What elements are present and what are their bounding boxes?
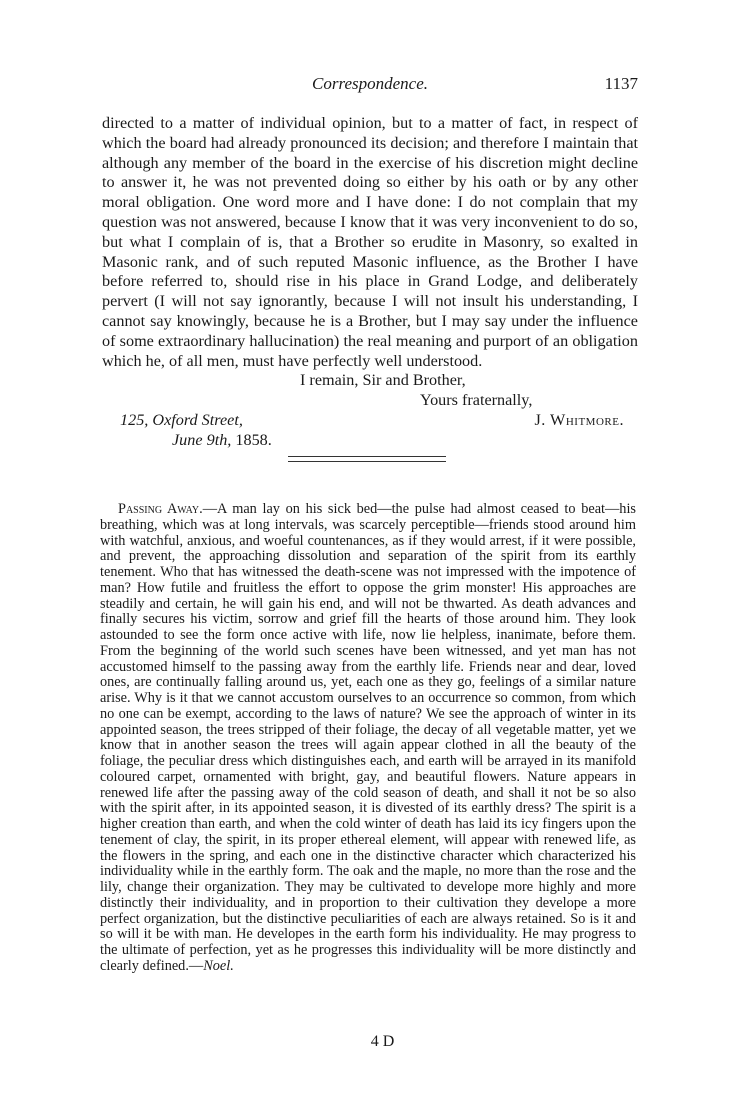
letter-closing-2: Yours fraternally, (420, 391, 533, 410)
section-divider (288, 456, 446, 462)
sender-address: 125, Oxford Street, (120, 410, 243, 429)
printer-signature-mark: 4 D (370, 1033, 395, 1050)
essay-text: —A man lay on his sick bed—the pulse had almost ceased to beat—his breathing, which was at long intervals, was scarcely perceptible—friends stood around him with watchful, anxious, and woeful countenances, as if they would arrest, if it were possible, and prevent, the approaching dissolution and separation of the spirit from its earthly tenement. Who that has witnessed the death-scene was not impressed with the impotence of man? How futile and fruitless the effort to oppose the grim monster! His approaches are steadily and certain, he will gain his end, and will not be thwarted. As death advances and finally secures his victim, sorrow and grief fill the hearts of those around him. They look astounded to see the form once active with life, now lie helpless, inanimate, before them. From the beginning of the world such scenes have been witnessed, and yet man has not accustomed himself to the passing away from the earthly life. Friends near and dear, loved ones, are continually falling around us, yet, each one as they go, feelings of a similar nature arise. Why is it that we cannot accustom ourselves to an occurrence so common, from which no one can be exempt, according to the laws of nature? We see the approach of winter in its appointed season, the trees stripped of their foliage, the decay of all vegetable matter, yet we know that in another season the trees will again appear clothed in all the beauty of the foliage, the peculiar dress which distinguishes each, and earth will be arrayed in its manifold coloured carpet, ornamented with bright, gay, and beautiful flowers. Nature appears in renewed life after the passing away of the cold season of death, and shall it not be so also with the spirit after, in its appointed season, it is divested of its earthly dress? The spirit is a higher creation than earth, and when the cold winter of death has laid its icy fingers upon the tenement of clay, the spirit, in its proper ethereal element, will appear with renewed life, as the flowers in the spring, and each one in the distinctive character which characterized his individuality while in the earthly form. The oak and the maple, no more than the rose and the lily, change their organization. They may be cultivated to develope more highly and more distinctly their individuality, and in proportion to their cultivation they develope a more perfect organization, but the distinctive peculiarities of each are always retained. So is it and so will it be with man. He developes in the earth form his individuality. He may progress to the ultimate of perfection, yet as he progresses this individuality will be more distinctly and clearly defined.— (100, 501, 636, 974)
running-title: Correspondence. (312, 74, 428, 93)
letter-date-day: June 9th, (172, 430, 232, 449)
essay-signoff: Noel. (203, 957, 234, 974)
letter-body: directed to a matter of individual opinion, but to a matter of fact, in respect of which the board had already pronounced its decision; and therefore I maintain that although any member of the board in the exercise of his discretion might decline to answer it, he was not prevented doing so either by his oath or by any other moral obligation. One word more and I have done: I do not complain that my question was not answered, because I know that it was very inconvenient to do so, but what I complain of is, that a Brother so erudite in Masonry, so exalted in Masonic rank, and of such reputed Masonic influence, as the Brother I have before referred to, should rise in his place in Grand Lodge, and deliberately pervert (I will not say ignorantly, because I will not insult his understanding, I cannot say knowingly, because he is a Brother, but I may say under the influence of some extraordinary hallucination) the real meaning and purport of an obligation which he, of all men, must have perfectly well understood. (102, 114, 638, 370)
essay-heading: Passing Away. (118, 501, 203, 517)
page-header (102, 74, 638, 98)
signature-row (102, 411, 638, 431)
essay-body (100, 502, 636, 975)
page-number: 1137 (604, 74, 638, 93)
letter-date (102, 431, 638, 451)
sender-signature: J. Whitmore. (534, 410, 624, 429)
letter-date-year: 1858. (235, 430, 272, 449)
letter-closing: I remain, Sir and Brother, (300, 371, 466, 390)
essay (100, 502, 636, 975)
letter (102, 114, 638, 451)
